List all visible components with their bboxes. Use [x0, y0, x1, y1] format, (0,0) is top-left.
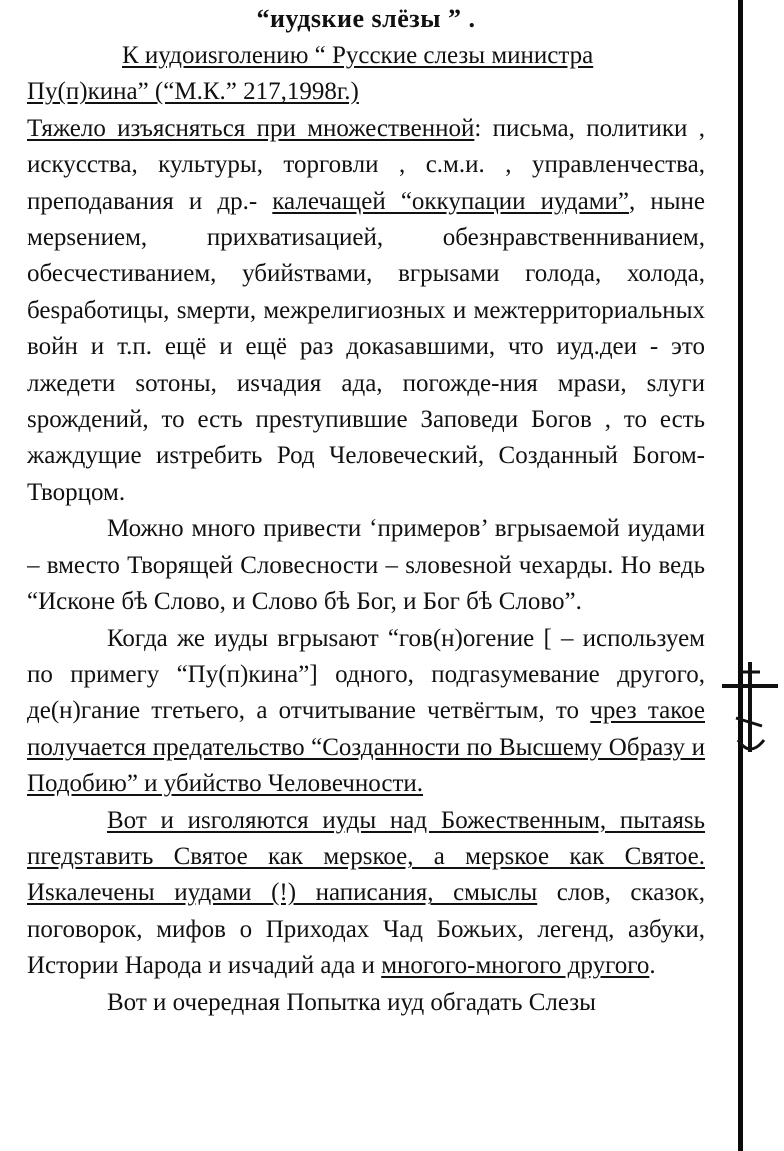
paragraph-text: : письма, политики , искусства, культуры, торговли , с.м.и. , управленчества, преподавания и др.-: [27, 114, 705, 215]
underlined-text: многого-многого другого: [381, 952, 650, 980]
document-title: “иудsкие sлёзы ” .: [256, 4, 476, 33]
subtitle-prefix: К иудоиsголению “ Русские слезы министра: [122, 42, 594, 69]
paragraph-text: Можно много привести ‘примеров’ вгрыsаемой иудами – вместо Творящей Словесности – sловеsной чехарды. Но ведь “Исконе бѣ Слово, и Слово бѣ Бог, и Бог бѣ Слово”.: [27, 515, 705, 616]
orthodox-cross-icon: [718, 660, 782, 760]
paragraph-text: слов, сказок, поговорок, мифов о Приходах Чад Божьих, легенд, азбуки, Истории Народа и иsчадий ада и: [27, 879, 705, 980]
margin-rule: [738, 0, 743, 1151]
paragraph-text: .: [649, 952, 656, 980]
document-body: [27, 111, 705, 985]
paragraph-text: Когда же иуды вгрыsают “гов(н)огение [ – используем по примегу “Пу(п)кина”] одного, подгаsумевание другого, де(н)гание тгетьего, а отчитывание четвёгтым, то: [27, 624, 705, 725]
underlined-text: Вот и иsголяются иуды над Божественным, пытаяsь пгедsтавить Святое как мерsкое, а мерsкое как Святое. Иsкалечены иудами (!) написания, смыслы: [27, 806, 705, 907]
subtitle-line-2: [27, 74, 705, 110]
body-paragraph: [27, 621, 705, 803]
subtitle-line-1: [27, 38, 705, 74]
paragraph-text: , ныне мерsением, прихватиsацией, обезнравственниванием, обесчестиванием, убийsтвами, вгрыsами голода, холода, беsработицы, sмерти, межрелигиозных и межтерриториальных войн и т.п. ещё и ещё раз докаsавшими, что иуд.деи - это лжедети sотоны, иsчадия ада, погожде-ния мраsи, sлуги sрождений, то есть преsтупившие Заповеди Богов , то есть жаждущие иsтребить Род Человеческий, Созданный Богом-Творцом.: [27, 187, 705, 506]
underlined-text: калечащей “оккупации иудами”: [272, 187, 629, 215]
body-paragraph: [27, 111, 705, 511]
underlined-text: Тяжело изъясняться при множественной: [27, 114, 475, 142]
body-paragraph: [27, 511, 705, 620]
underlined-text: чрез такое получается предательство “Созданности по Высшему Образу и Подобию” и убийство Человечности.: [27, 697, 705, 798]
cutoff-line: Вот и очередная Попытка иуд обгадать Слезы: [107, 988, 596, 1016]
subtitle-source: Пу(п)кина” (“М.К.” 217,1998г.): [27, 78, 359, 106]
body-paragraph: [27, 803, 705, 985]
document-page: [27, 0, 705, 1151]
